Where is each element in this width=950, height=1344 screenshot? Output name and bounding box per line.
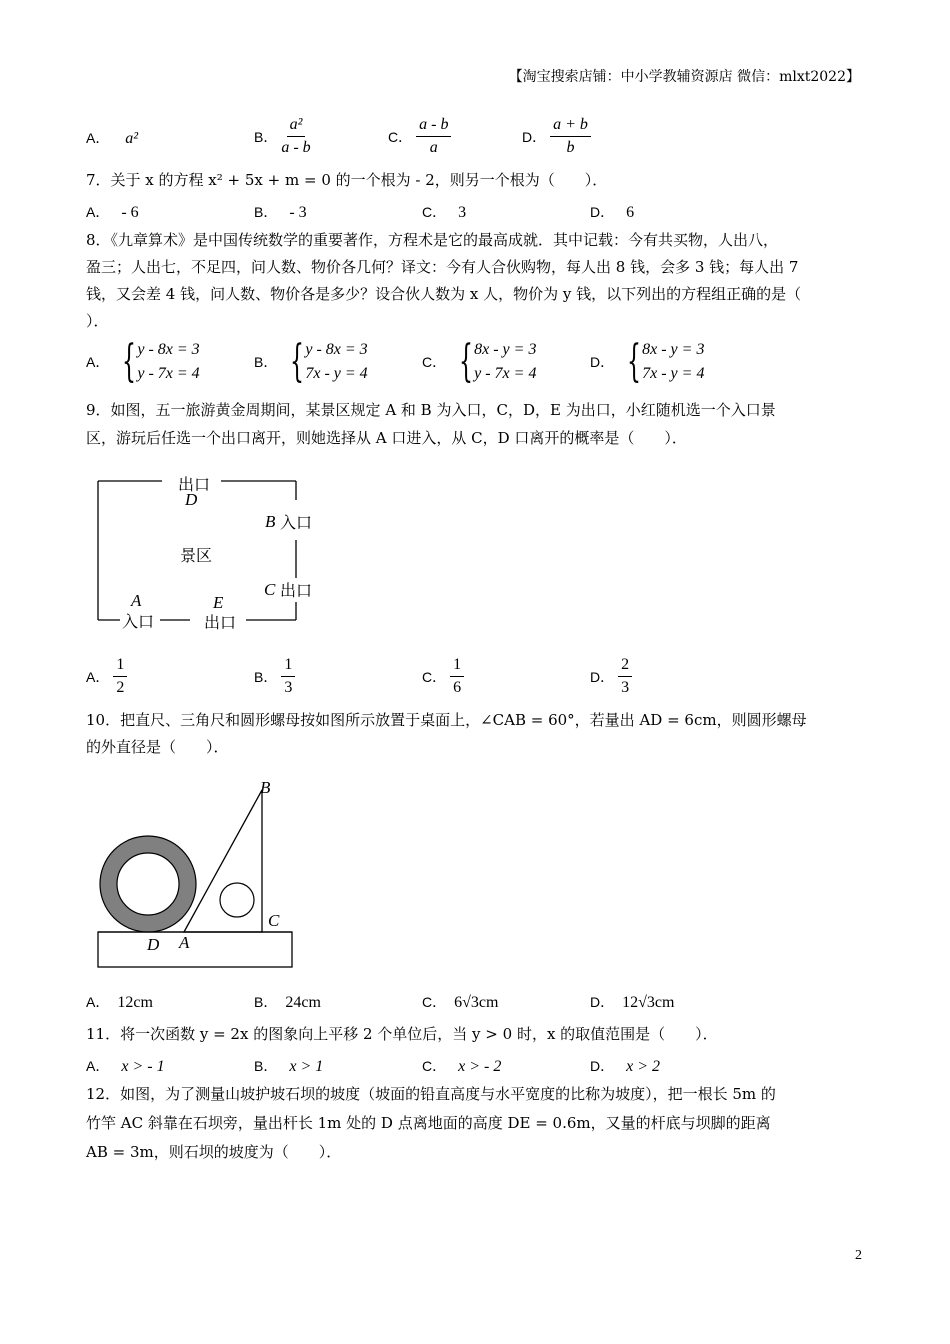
q6-option-d: D． $\frac{a + b}{b}$ [522, 116, 591, 157]
q12-line-3: AB = 3m，则石坝的坡度为（ ）． [86, 1143, 342, 1161]
q8-option-b: B． { y - 8x = 3 7x - y = 4 [254, 336, 368, 387]
q8-line-1: 8．《九章算术》是中国传统数学的重要著作，方程术是它的最高成就．其中记载：今有共买物，人出八， [86, 231, 779, 249]
q6-option-a: A． a² [86, 130, 139, 147]
point-e-label: E [213, 593, 224, 612]
q8-option-d: D． { 8x - y = 3 7x - y = 4 [590, 336, 705, 387]
q9-line-2: 区，游玩后任选一个出口离开，则她选择从 A 口进入，从 C，D 口离开的概率是（ ）． [86, 429, 687, 447]
q9-option-b: B． $\frac{1}{3}$ [254, 656, 295, 697]
point-b-label: B [265, 512, 276, 531]
q8-option-c: C． { 8x - y = 3 y - 7x = 4 [422, 336, 537, 387]
q11-option-d: D． x > 2 [590, 1058, 661, 1075]
top-exit-label: 出口 [178, 475, 211, 494]
q11-option-a: A． x > - 1 [86, 1058, 165, 1075]
q7-option-d: D． 6 [590, 204, 635, 221]
q9-option-a: A． $\frac{1}{2}$ [86, 656, 127, 697]
q7-option-a: A． - 6 [86, 204, 139, 221]
q8-line-3: 钱，又会差 4 钱，问人数、物价各是多少？设合伙人数为 x 人，物价为 y 钱，以下列出的方程组正确的是（ [86, 285, 802, 303]
b-entry-label: 入口 [280, 513, 313, 532]
q11-option-c: C． x > - 2 [422, 1058, 502, 1075]
scenic-area-label: 景区 [180, 546, 213, 565]
q9-option-c: C． $\frac{1}{6}$ [422, 656, 464, 697]
q8-option-a: A． { y - 8x = 3 y - 7x = 4 [86, 336, 200, 387]
q9-option-d: D． $\frac{2}{3}$ [590, 656, 632, 697]
q7-stem: 7．关于 x 的方程 x² + 5x + m = 0 的一个根为 - 2，则另一个根为（ ）． [86, 171, 608, 189]
q10-option-c: C． 6√3cm [422, 994, 499, 1011]
q6-option-b: B． $\frac{\text{a²}}{a - b}$ [254, 116, 311, 156]
q6-option-c: C． $\frac{a - b}{a}$ [388, 116, 451, 157]
point-a-label: A [179, 933, 190, 952]
q10-option-a: A． 12cm [86, 994, 153, 1011]
q10-option-d: D． 12√3cm [590, 994, 675, 1011]
point-d-label: D [185, 490, 198, 509]
q7-option-c: C． 3 [422, 204, 467, 221]
q11-stem: 11．将一次函数 y = 2x 的图象向上平移 2 个单位后，当 y > 0 时，x 的取值范围是（ ）． [86, 1025, 718, 1043]
point-a-label: A [131, 591, 142, 610]
set-square-hole [220, 883, 254, 917]
q10-line-2: 的外直径是（ ）． [86, 738, 229, 756]
ruler [98, 932, 292, 967]
q8-line-2: 盈三；人出七，不足四，问人数、物价各几何？译文：今有人合伙购物，每人出 8 钱，会多 3 钱；每人出 7 [86, 258, 799, 276]
ruler-triangle-nut-figure [90, 770, 310, 975]
a-entry-label: 入口 [122, 612, 155, 631]
c-exit-label: 出口 [280, 581, 313, 600]
q12-line-1: 12．如图，为了测量山坡护坡石坝的坡度（坡面的铅直高度与水平宽度的比称为坡度），把一根长 5m 的 [86, 1085, 776, 1103]
page-number: 2 [855, 1248, 862, 1263]
q10-option-b: B． 24cm [254, 994, 321, 1011]
point-b-label: B [260, 778, 271, 797]
q11-option-b: B． x > 1 [254, 1058, 324, 1075]
point-c-label: C [264, 580, 276, 599]
page-header: 【淘宝搜索店铺：中小学教辅资源店 微信：mlxt2022】 [508, 69, 860, 85]
nut-inner [117, 853, 179, 915]
q8-line-4: ）． [86, 312, 109, 330]
q7-option-b: B． - 3 [254, 204, 307, 221]
point-d-label: D [147, 935, 160, 954]
e-exit-label: 出口 [204, 613, 237, 632]
point-c-label: C [268, 911, 280, 930]
q12-line-2: 竹竿 AC 斜靠在石坝旁，量出杆长 1m 处的 D 点离地面的高度 DE = 0.6m，又量的杆底与坝脚的距离 [86, 1114, 771, 1132]
q9-line-1: 9．如图，五一旅游黄金周期间，某景区规定 A 和 B 为入口，C，D，E 为出口，小红随机选一个入口景 [86, 401, 776, 419]
q10-line-1: 10．把直尺、三角尺和圆形螺母按如图所示放置于桌面上，∠CAB = 60°，若量出 AD = 6cm，则圆形螺母 [86, 711, 807, 729]
